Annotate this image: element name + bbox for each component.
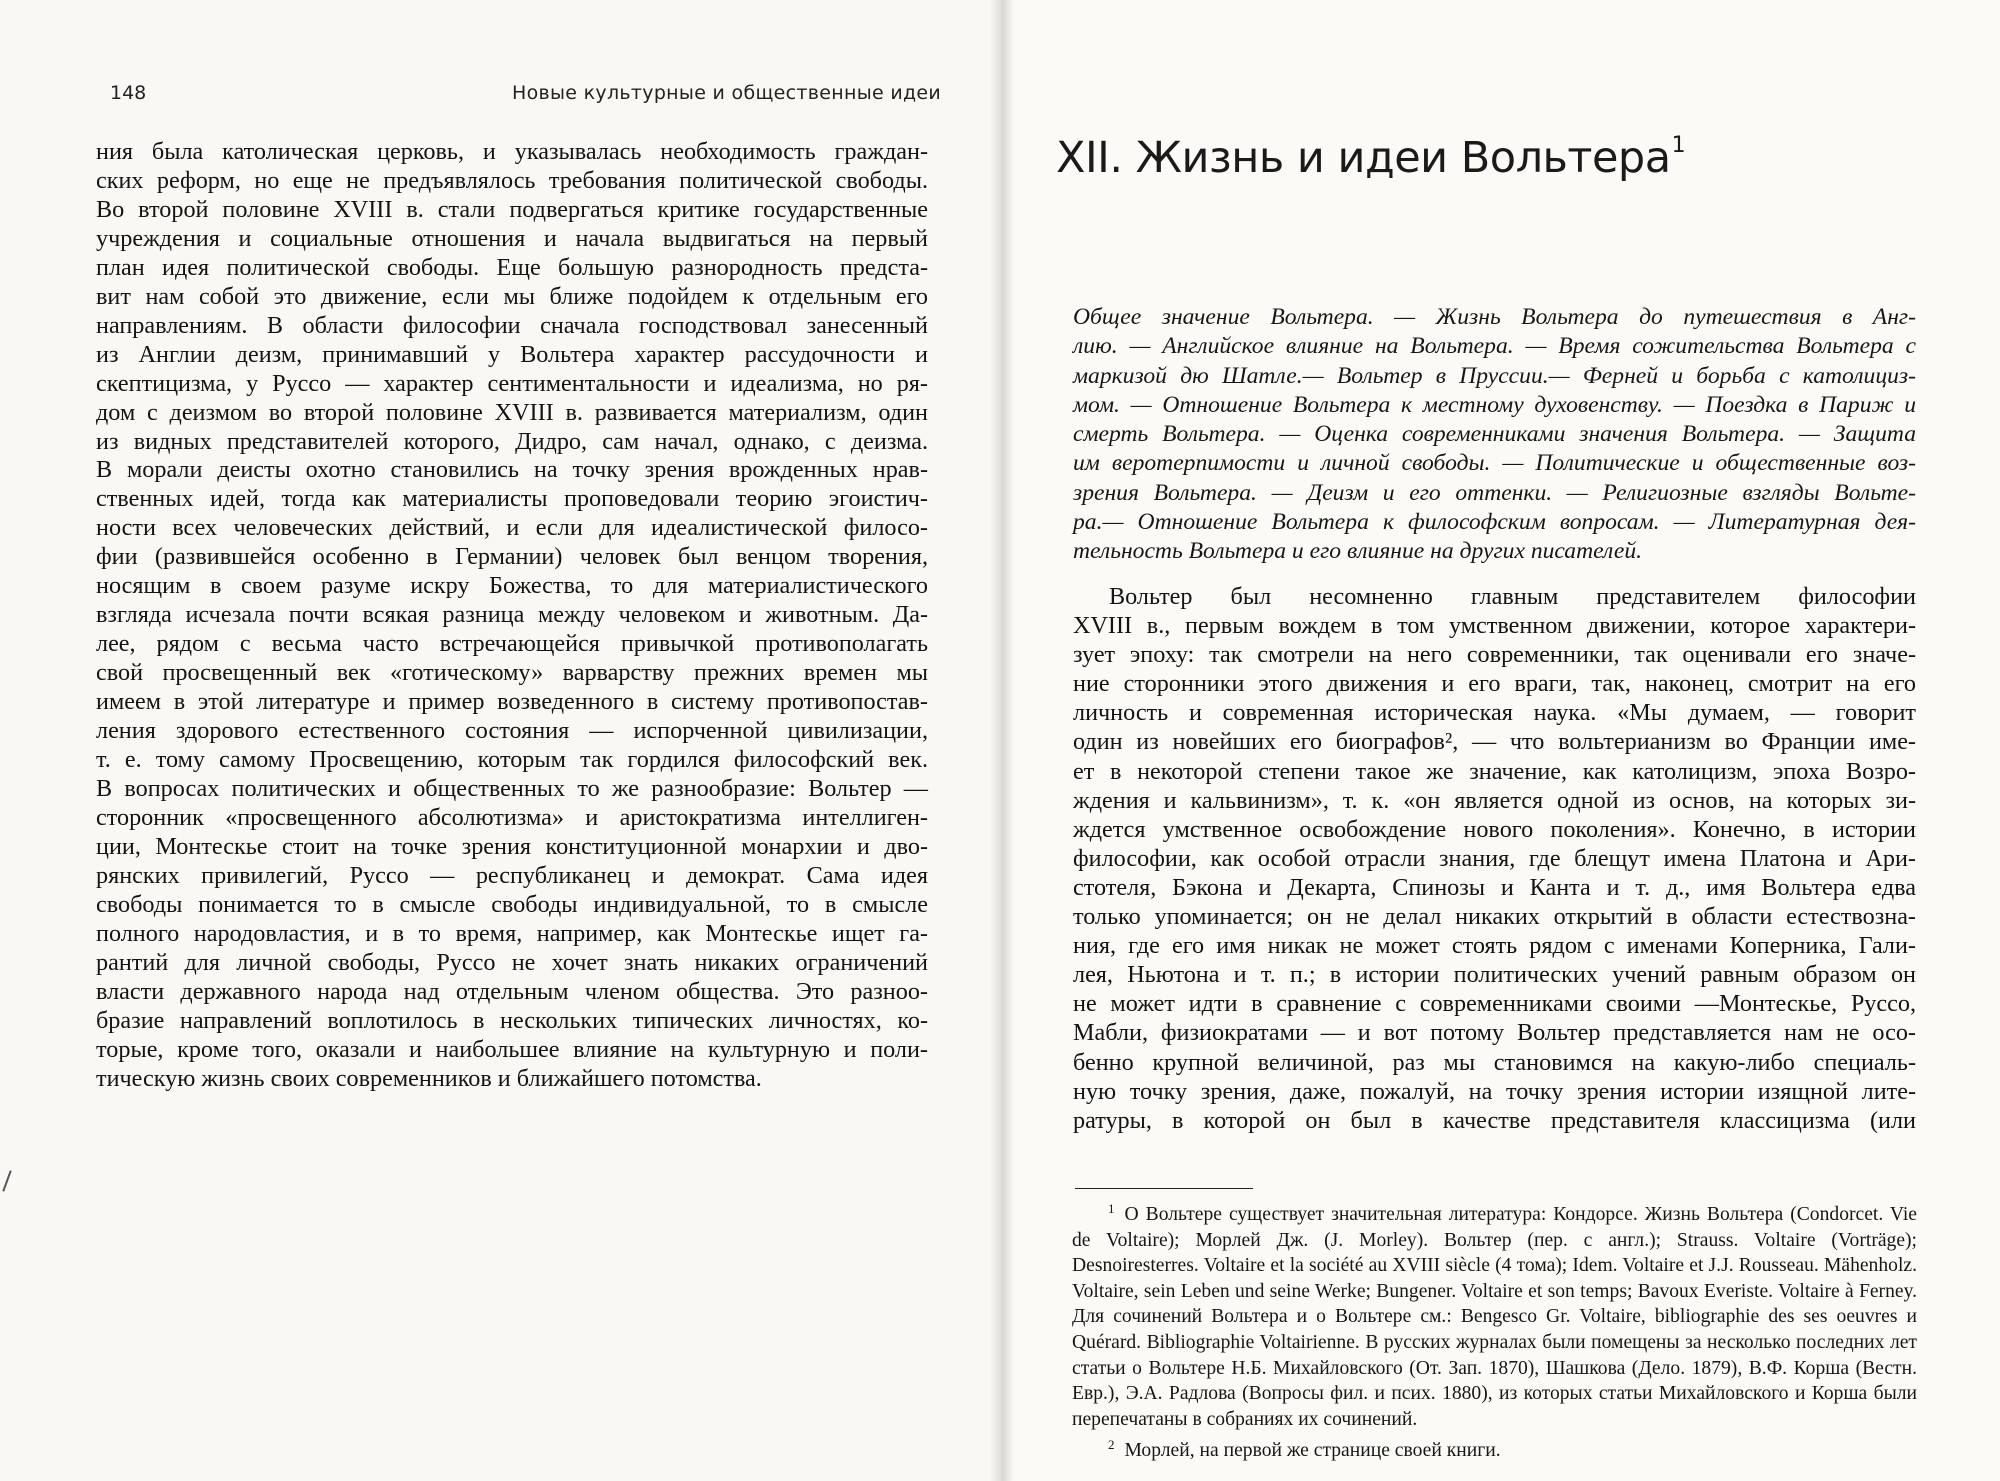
summary-line: мом. — Отношение Вольтера к местному духовенству. — Поездка в Париж и xyxy=(1073,391,1916,418)
text-line: ции, Монтескье стоит на точке зрения конституционной монархии и дво- xyxy=(96,832,928,860)
text-line: носящим в своем разуме искру Божества, то для материалистического xyxy=(96,572,928,600)
text-line: не может идти в сравнение с современниками своими —Монтескье, Руссо, xyxy=(1073,990,1916,1018)
text-line: сторонник «просвещенного абсолютизма» и аристократизма интеллиген- xyxy=(96,803,928,831)
text-line: свой просвещенный век «готическому» варварству прежних времен мы xyxy=(96,659,928,687)
text-line: философии, как особой отрасли знания, где блещут имена Платона и Ари- xyxy=(1073,844,1916,872)
footnote-text: Морлей, на первой же странице своей книги. xyxy=(1124,1440,1501,1462)
text-line: дом с деизмом во второй половине XVIII в. развивается материализм, один xyxy=(96,398,928,426)
text-line: взгляда исчезала почти всякая разница между человеком и животным. Да- xyxy=(96,601,928,629)
text-line: только упоминается; он не делал никаких открытий в области естествозна- xyxy=(1073,903,1916,931)
running-head: Новые культурные и общественные идеи xyxy=(512,82,942,104)
summary-line: маркизой дю Шатле.— Вольтер в Пруссии.— Ферней и борьба с католициз- xyxy=(1073,362,1916,389)
summary-line: лию. — Английское влияние на Вольтера. — Время сожительства Вольтера с xyxy=(1073,333,1916,360)
text-line: ственных идей, тогда как материалисты проповедовали теорию эгоистич- xyxy=(96,485,928,513)
text-line: скептицизма, у Руссо — характер сентиментальности и идеализма, но ря- xyxy=(96,369,928,397)
text-line: В морали деисты охотно становились на точку зрения врожденных нрав- xyxy=(96,456,928,484)
text-line: лее, рядом с весьма часто встречающейся привычкой противополагать xyxy=(96,630,928,658)
text-line: зует эпоху: так смотрели на него современники, так оценивали его значе- xyxy=(1073,641,1916,669)
text-line: план идея политической свободы. Еще большую разнородность предста- xyxy=(96,253,928,281)
text-line: ждется умственное освобождение нового поколения». Конечно, в истории xyxy=(1073,815,1916,843)
footnote-divider xyxy=(1075,1188,1253,1189)
chapter-summary xyxy=(1073,303,1916,567)
text-line: бенно крупной величиной, раз мы становимся на какую-либо специаль- xyxy=(1073,1048,1916,1076)
summary-line: им веротерпимости и личной свободы. — Политические и общественные воз- xyxy=(1073,450,1916,477)
text-line: бразие направлений воплотилось в нескольких типических личностях, ко- xyxy=(96,1006,928,1034)
text-line: ния была католическая церковь, и указывалась необходимость граждан- xyxy=(96,138,928,165)
summary-line: тельность Вольтера и его влияние на других писателей. xyxy=(1073,538,1643,565)
text-line: ную точку зрения, даже, пожалуй, на точку зрения истории изящной лите- xyxy=(1073,1077,1916,1105)
text-line: свободы понимается то в смысле свободы индивидуальной, то в смысле xyxy=(96,890,928,918)
text-line: личность и современная историческая наука. «Мы думаем, — говорит xyxy=(1073,699,1916,727)
text-line: В вопросах политических и общественных то же разнообразие: Вольтер — xyxy=(96,774,928,802)
text-line: ности всех человеческих действий, и если для идеалистической филосо- xyxy=(96,514,928,542)
text-line: ратуры, в которой он был в качестве представителя классицизма (или xyxy=(1073,1106,1916,1134)
summary-line: Общее значение Вольтера. — Жизнь Вольтера до путешествия в Анг- xyxy=(1073,304,1916,330)
text-line: имеем в этой литературе и пример возведенного в систему противопостав- xyxy=(96,688,928,716)
text-line: ния, где его имя никак не может стоять рядом с именами Коперника, Гали- xyxy=(1073,932,1916,960)
text-line: ние сторонники этого движения и его враги, так, наконец, смотрит на его xyxy=(1073,670,1916,698)
text-line: направлениям. В области философии сначала господствовал занесенный xyxy=(96,311,928,339)
summary-line: смерть Вольтера. — Оценка современниками значения Вольтера. — Защита xyxy=(1073,421,1916,448)
text-line: Во второй половине XVIII в. стали подвергаться критике государственные xyxy=(96,195,928,223)
footnote-1 xyxy=(1072,1196,1917,1432)
left-page-body xyxy=(96,138,928,1093)
text-line: Вольтер был несомненно главным представителем философии xyxy=(1109,583,1916,610)
footnote-number: 2 xyxy=(1108,1437,1115,1453)
page-edge-mark xyxy=(2,1170,11,1191)
text-line: тическую жизнь своих современников и ближайшего потомства. xyxy=(96,1064,762,1092)
text-line: полного народовластия, и в то время, например, как Монтескье ищет га- xyxy=(96,919,928,947)
text-line: рянских привилегий, Руссо — республиканец и демократ. Сама идея xyxy=(96,861,928,889)
footnotes xyxy=(1072,1196,1917,1464)
page-number: 148 xyxy=(110,82,147,104)
text-line: ждения и кальвинизм», т. к. «он является одной из основ, на которых зи- xyxy=(1073,786,1916,814)
summary-line: ра.— Отношение Вольтера к философским вопросам. — Литературная дея- xyxy=(1073,509,1916,536)
text-line: вит нам собой это движение, если мы ближе подойдем к отдельным его xyxy=(96,282,928,310)
text-line: рантий для личной свободы, Руссо не хочет знать никаких ограничений xyxy=(96,948,928,976)
text-line: власти державного народа над отдельным членом общества. Это разноо- xyxy=(96,977,928,1005)
text-line: ет в некоторой степени такое же значение, как католицизм, эпоха Возро- xyxy=(1073,757,1916,785)
text-line: стотеля, Бэкона и Декарта, Спинозы и Канта и т. д., имя Вольтера едва xyxy=(1073,873,1916,901)
footnote-text: О Вольтере существует значительная литература: Кондорсе. Жизнь Вольтера (Condorcet. Vie de Voltaire); Морлей Дж. (J. Morley). Вольтер (пер. с англ.); Strauss. Voltaire (Vorträge); Desnoiresterres. Voltaire et la société au XVIII siècle (4 тома); Idem. Voltaire et J.J. Rousseau. Mähenholz. Voltaire, sein Leben und seine Werke; Bungener. Voltaire et son temps; Bavoux Everiste. Voltaire à Ferney. Для сочинений Вольтера и о Вольтере см.: Bengesco Gr. Voltaire, bibliographie des ses oeuvres и Quérard. Bibliographie Voltairienne. В русских журналах были помещены за несколько последних лет статьи о Вольтере Н.Б. Михайловского (От. Зап. 1870), Шашкова (Дело. 1879), В.Ф. Корша (Вестн. Евр.), Э.А. Радлова (Вопросы фил. и псих. 1880), из которых статьи Михайловского и Корша были перепечатаны в собраниях их сочинений. xyxy=(1072,1204,1917,1430)
summary-line: зрения Вольтера. — Деизм и его оттенки. — Религиозные взгляды Вольте- xyxy=(1073,479,1916,506)
text-line: Мабли, физиократами — и вот потому Вольтер представляется нам не осо- xyxy=(1073,1019,1916,1047)
text-line: один из новейших его биографов², — что вольтерианизм во Франции име- xyxy=(1073,728,1916,756)
text-line: торые, кроме того, оказали и наибольшее влияние на культурную и поли- xyxy=(96,1035,928,1063)
text-line: ления здорового естественного состояния — испорченной цивилизации, xyxy=(96,717,928,745)
chapter-title-text: XII. Жизнь и идеи Вольтера xyxy=(1056,133,1671,183)
text-line: из Англии деизм, принимавший у Вольтера характер рассудочности и xyxy=(96,340,928,368)
text-line: лея, Ньютона и т. п.; в истории политических учений равным образом он xyxy=(1073,961,1916,989)
footnote-number: 1 xyxy=(1108,1201,1115,1216)
chapter-footnote-ref[interactable]: 1 xyxy=(1671,133,1686,158)
text-line: из видных представителей которого, Дидро, сам начал, однако, с деизма. xyxy=(96,427,928,455)
book-spine-shadow xyxy=(990,0,1014,1481)
text-line: ских реформ, но еще не предъявлялось требования политической свободы. xyxy=(96,166,928,194)
text-line: т. е. тому самому Просвещению, которым так гордился философский век. xyxy=(96,746,928,774)
text-line: учреждения и социальные отношения и начала выдвигаться на первый xyxy=(96,224,928,252)
text-line: фии (развившейся особенно в Германии) человек был венцом творения, xyxy=(96,543,928,571)
footnote-2 xyxy=(1072,1432,1917,1464)
chapter-title xyxy=(1056,133,1685,183)
text-line: XVIII в., первым вождем в том умственном движении, которое характери- xyxy=(1073,612,1916,640)
right-page-body xyxy=(1073,582,1916,1135)
